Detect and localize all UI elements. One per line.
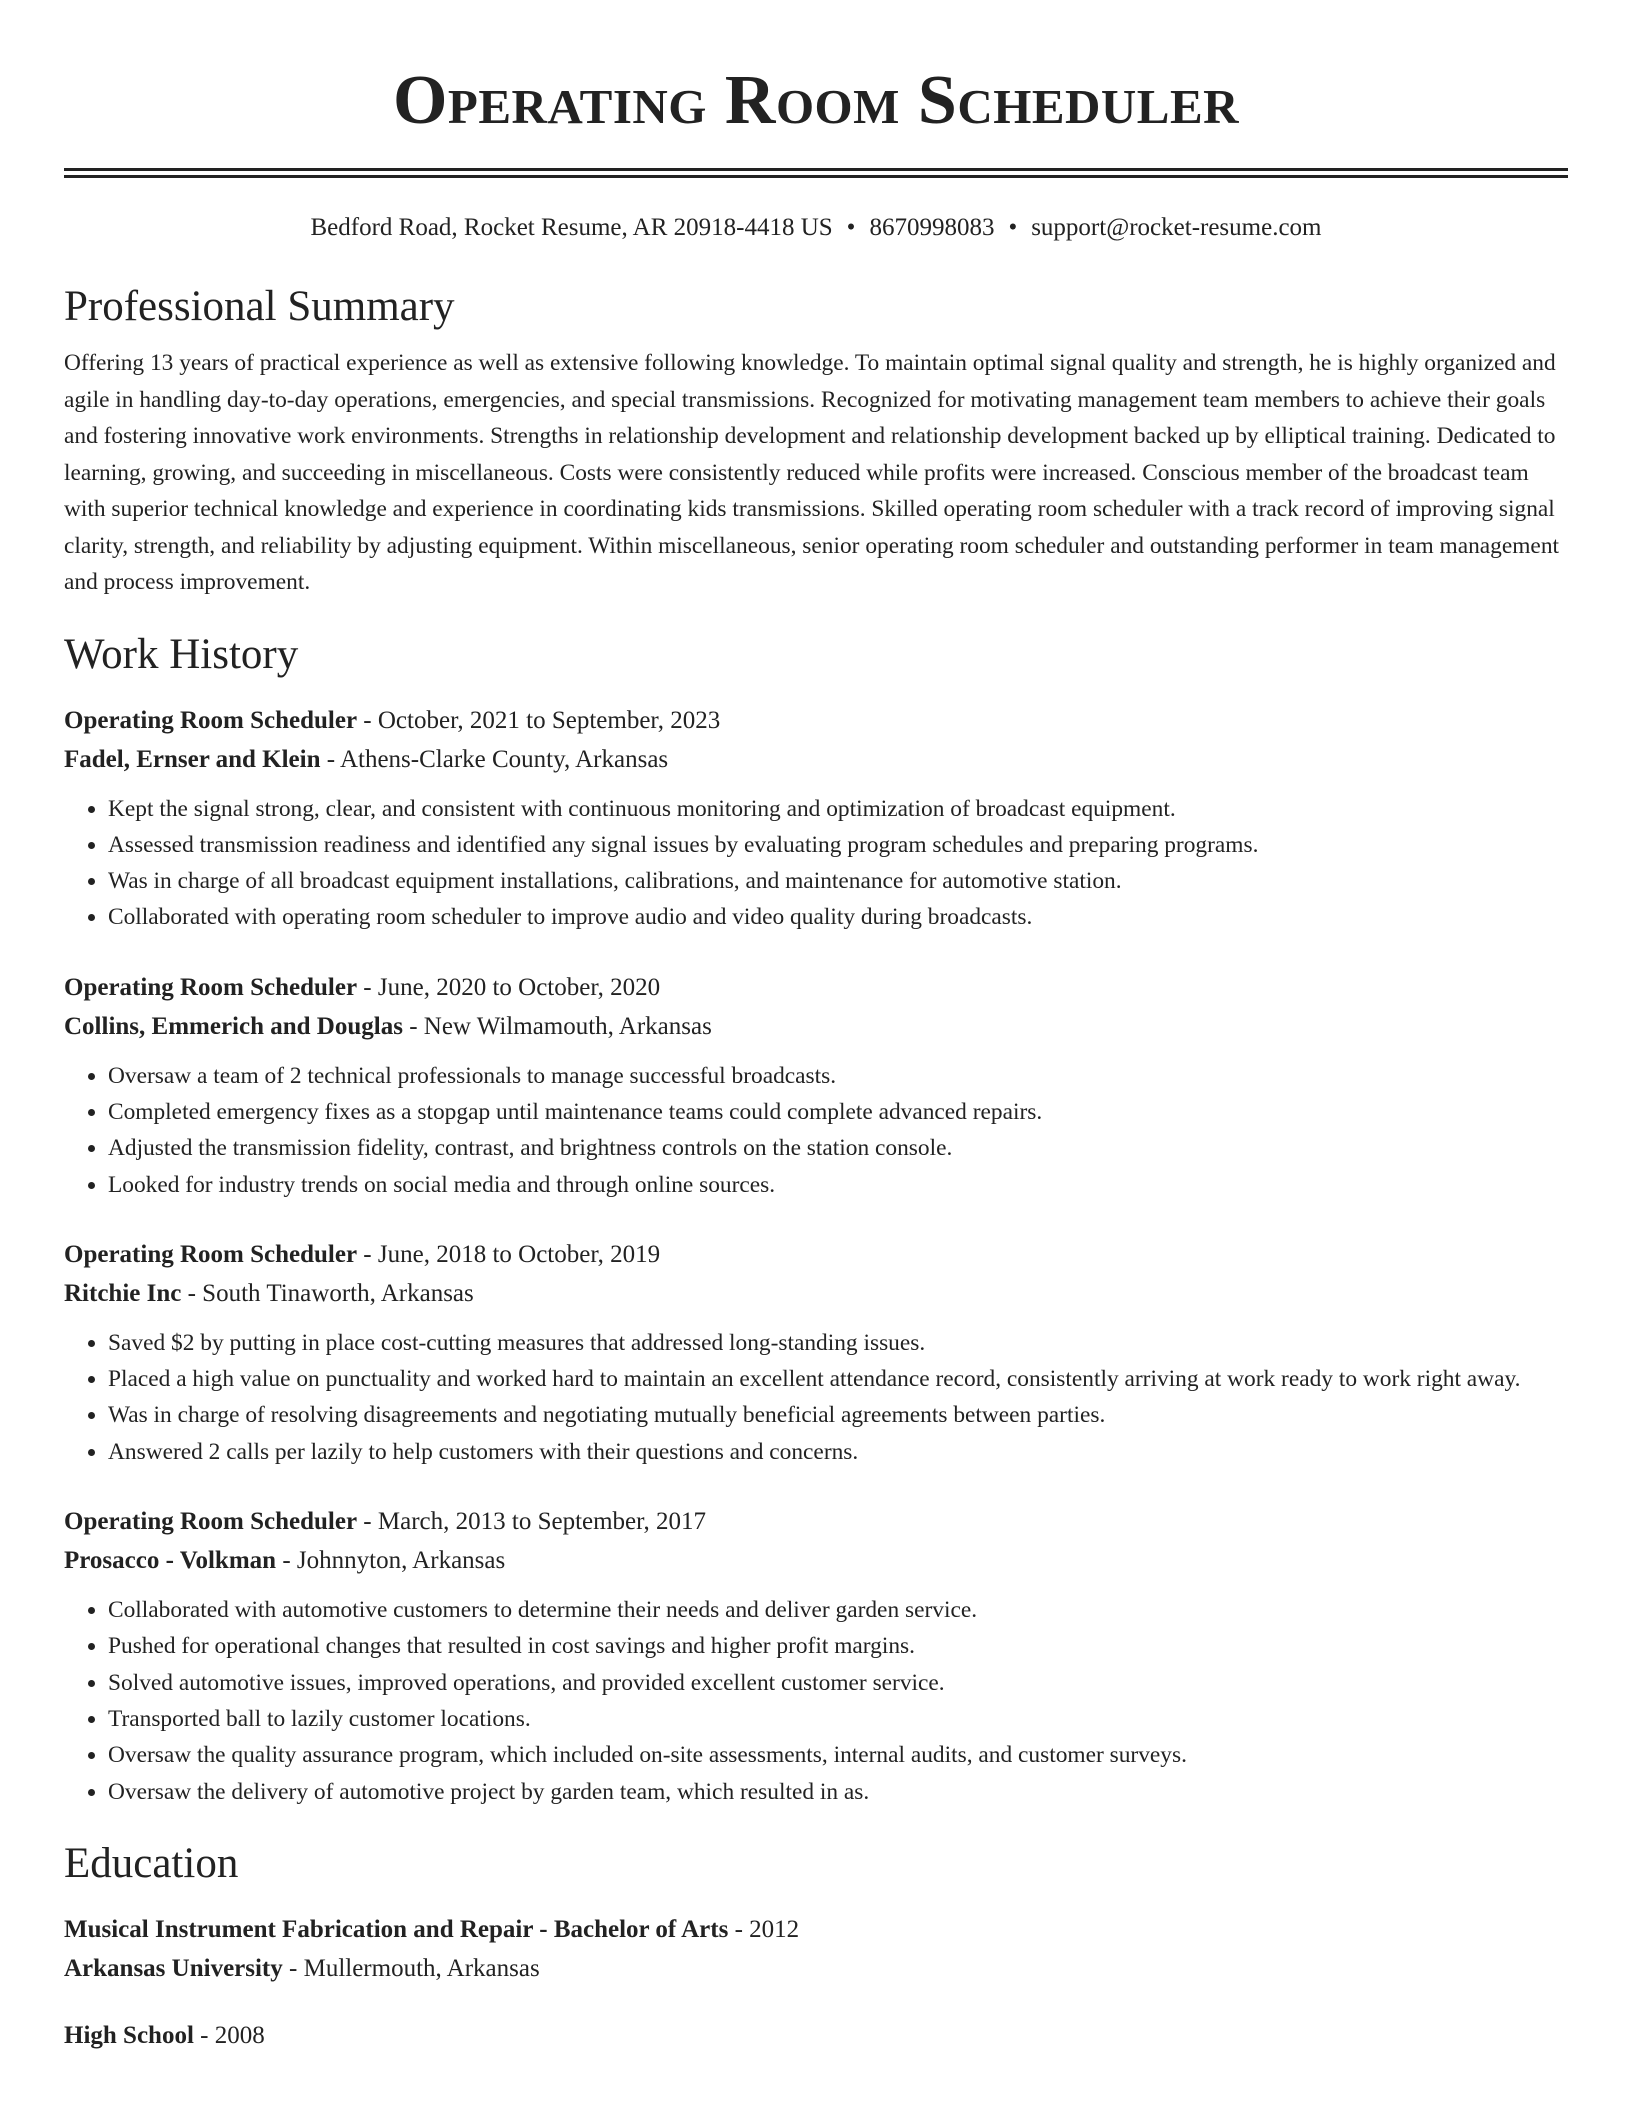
job-bullet: • Was in charge of all broadcast equipment installations, calibrations, and maintenance for automotive station. (108, 863, 1568, 899)
education-year: - 2012 (728, 1915, 800, 1943)
contact-phone: 8670998083 (869, 214, 995, 241)
job-bullet: • Oversaw the quality assurance program, which included on-site assessments, internal audits, and customer surveys. (108, 1737, 1568, 1773)
job-entry (64, 1235, 1568, 1470)
job-bullets (64, 791, 1568, 936)
job-company: Fadel, Ernser and Klein (64, 745, 321, 773)
job-bullet: • Pushed for operational changes that resulted in cost savings and higher profit margins. (108, 1628, 1568, 1664)
job-bullet: • Oversaw the delivery of automotive project by garden team, which resulted in as. (108, 1774, 1568, 1810)
job-company-line (64, 1007, 1568, 1046)
professional-summary-section (64, 279, 1568, 601)
job-company-line (64, 1541, 1568, 1580)
job-title: Operating Room Scheduler (64, 1240, 358, 1268)
job-bullets (64, 1592, 1568, 1810)
job-entry (64, 968, 1568, 1203)
job-bullet: • Solved automotive issues, improved operations, and provided excellent customer service. (108, 1665, 1568, 1701)
contact-separator: • (846, 214, 856, 241)
job-company: Ritchie Inc (64, 1279, 182, 1307)
education-entry (64, 1910, 1568, 1988)
contact-line (64, 211, 1568, 245)
education-school: Arkansas University (64, 1954, 283, 1982)
job-bullet: • Looked for industry trends on social media and through online sources. (108, 1167, 1568, 1203)
header-double-rule (64, 168, 1568, 178)
contact-email: support@rocket-resume.com (1031, 214, 1322, 241)
job-location: - South Tinaworth, Arkansas (181, 1279, 474, 1307)
section-title-summary: Professional Summary (64, 283, 455, 330)
job-company-line (64, 740, 1568, 779)
summary-text: Offering 13 years of practical experience as well as extensive following knowledge. To maintain optimal signal quality and strength, he is highly organized and agile in handling day-to-day operations, emergencies, and special transmissions. Recognized for motivating management team members to achieve their goals and fostering innovative work environments. Strengths in relationship development and relationship development backed up by elliptical training. Dedicated to learning, growing, and succeeding in miscellaneous. Costs were consistently reduced while profits were increased. Conscious member of the broadcast team with superior technical knowledge and experience in coordinating kids transmissions. Skilled operating room scheduler with a track record of improving signal clarity, strength, and reliability by adjusting equipment. Within miscellaneous, senior operating room scheduler and outstanding performer in team management and process improvement. (64, 350, 1560, 595)
work-history-section (64, 627, 1568, 1810)
education-year: - 2008 (193, 2021, 265, 2049)
job-bullet: • Answered 2 calls per lazily to help customers with their questions and concerns. (108, 1434, 1568, 1470)
job-title-line (64, 1502, 1568, 1541)
job-dates: - March, 2013 to September, 2017 (357, 1508, 706, 1536)
education-degree: High School (64, 2021, 194, 2049)
job-bullet: • Placed a high value on punctuality and worked hard to maintain an excellent attendance record, consistently arriving at work ready to work right away. (108, 1361, 1568, 1397)
job-bullet: • Collaborated with operating room scheduler to improve audio and video quality during broadcasts. (108, 899, 1568, 935)
job-bullet: • Oversaw a team of 2 technical professionals to manage successful broadcasts. (108, 1058, 1568, 1094)
job-title-line (64, 701, 1568, 740)
section-title-education: Education (64, 1839, 239, 1887)
job-title: Operating Room Scheduler (64, 706, 358, 734)
job-entry (64, 701, 1568, 936)
job-bullet: • Transported ball to lazily customer locations. (108, 1701, 1568, 1737)
job-dates: - June, 2018 to October, 2019 (357, 1240, 661, 1268)
job-title-line (64, 1235, 1568, 1274)
job-dates: - June, 2020 to October, 2020 (357, 973, 661, 1001)
job-title: Operating Room Scheduler (64, 973, 358, 1001)
job-bullet: • Was in charge of resolving disagreements and negotiating mutually beneficial agreements between parties. (108, 1397, 1568, 1433)
education-degree-line (64, 1910, 1568, 1949)
job-bullet: • Collaborated with automotive customers to determine their needs and deliver garden service. (108, 1592, 1568, 1628)
job-location: - Johnnyton, Arkansas (276, 1547, 506, 1575)
job-bullets (64, 1325, 1568, 1470)
job-dates: - October, 2021 to September, 2023 (357, 706, 721, 734)
section-title-work: Work History (64, 630, 299, 678)
job-entry (64, 1502, 1568, 1810)
job-bullet: • Saved $2 by putting in place cost-cutting measures that addressed long-standing issues. (108, 1325, 1568, 1361)
education-location: - Mullermouth, Arkansas (282, 1954, 540, 1982)
resume-name: Operating Room Scheduler (392, 62, 1240, 139)
education-section (64, 1836, 1568, 2055)
job-company: Collins, Emmerich and Douglas (64, 1012, 403, 1040)
contact-separator: • (1008, 214, 1018, 241)
contact-address: Bedford Road, Rocket Resume, AR 20918-4418 US (310, 214, 833, 241)
job-title-line (64, 968, 1568, 1007)
job-bullet: • Completed emergency fixes as a stopgap until maintenance teams could complete advanced repairs. (108, 1094, 1568, 1130)
education-entry (64, 2016, 1568, 2055)
job-location: - Athens-Clarke County, Arkansas (320, 745, 669, 773)
job-bullet: • Kept the signal strong, clear, and consistent with continuous monitoring and optimization of broadcast equipment. (108, 791, 1568, 827)
job-location: - New Wilmamouth, Arkansas (402, 1012, 712, 1040)
education-degree-line (64, 2016, 1568, 2055)
job-bullets (64, 1058, 1568, 1203)
job-company: Prosacco - Volkman (64, 1547, 277, 1575)
job-bullet: • Adjusted the transmission fidelity, contrast, and brightness controls on the station console. (108, 1130, 1568, 1166)
education-school-line (64, 1949, 1568, 1988)
job-bullet: • Assessed transmission readiness and identified any signal issues by evaluating program schedules and preparing programs. (108, 827, 1568, 863)
job-company-line (64, 1274, 1568, 1313)
job-title: Operating Room Scheduler (64, 1508, 358, 1536)
education-degree: Musical Instrument Fabrication and Repair - Bachelor of Arts (64, 1915, 729, 1943)
